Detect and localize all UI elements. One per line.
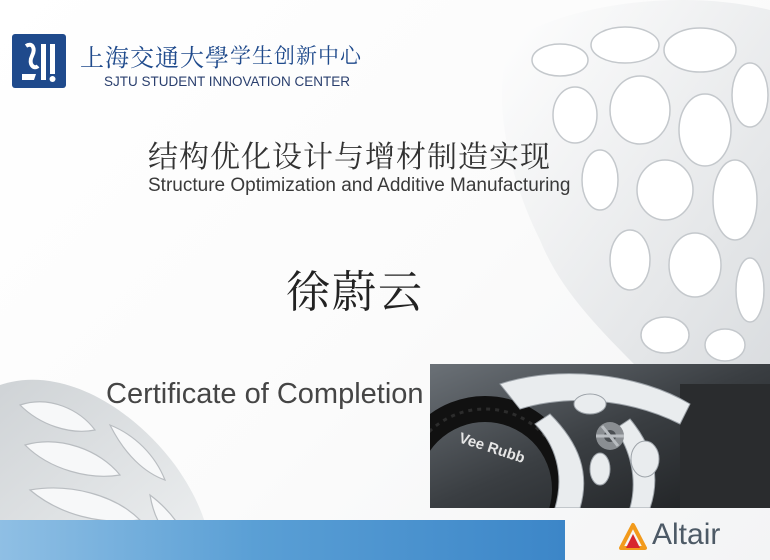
bottom-color-bar (0, 520, 565, 560)
altair-brand (618, 516, 763, 556)
course-title-en: Structure Optimization and Additive Manufacturing (148, 175, 571, 196)
altair-logo-icon (618, 522, 648, 552)
university-name: 上海交通大學 (80, 44, 230, 72)
altair-wordmark: Altair (652, 518, 721, 551)
recipient-name: 徐蔚云 (286, 267, 424, 318)
center-name-en: SJTU STUDENT INNOVATION CENTER (104, 74, 351, 89)
center-name-cn: 学生创新中心 (230, 44, 362, 68)
sjtu-logo-icon (12, 34, 66, 88)
bicycle-frame-photo (430, 364, 770, 508)
tire-brand-text: Vee Rubb (456, 429, 528, 467)
certificate-title: Certificate of Completion (106, 378, 424, 410)
course-title-cn: 结构优化设计与增材制造实现 (148, 140, 551, 175)
